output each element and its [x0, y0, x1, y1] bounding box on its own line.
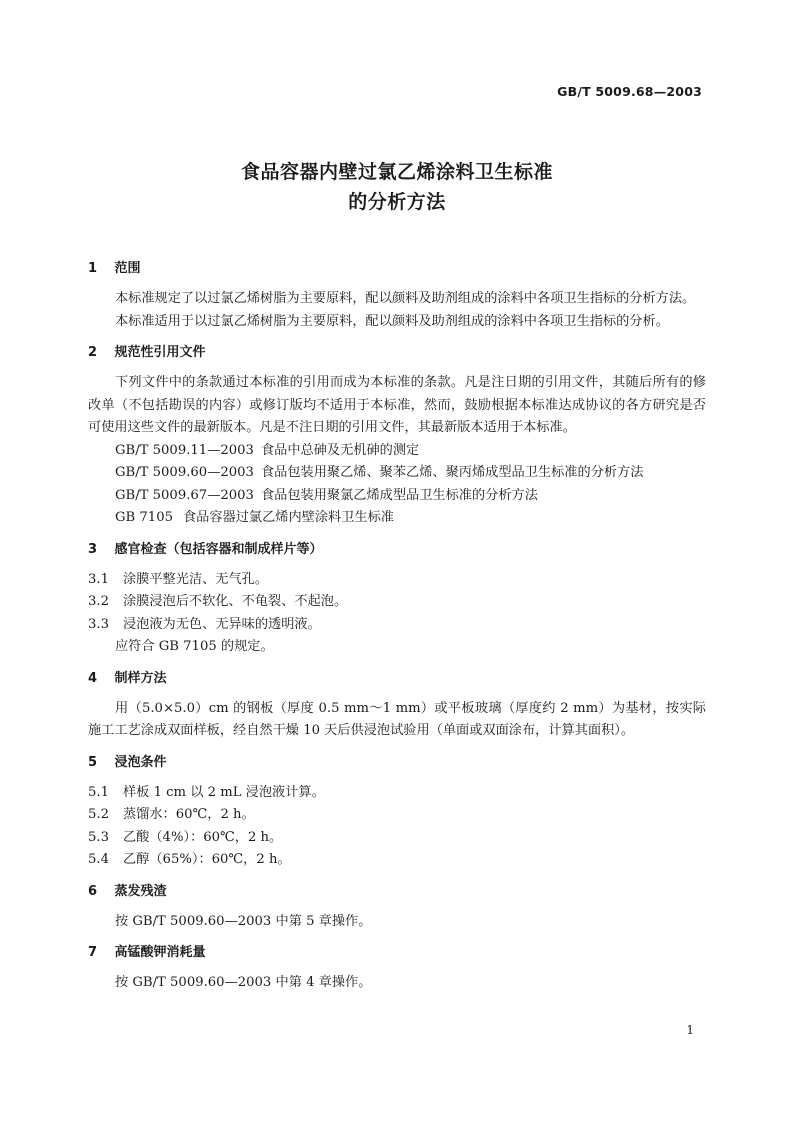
section-number: 1 — [88, 261, 98, 276]
clause-item — [88, 569, 706, 592]
clause-text: 涂膜平整光洁、无气孔。 — [123, 571, 269, 587]
document-title-line-1: 食品容器内壁过氯乙烯涂料卫生标准 — [240, 161, 553, 183]
clause-text: 样板 1 cm 以 2 mL 浸泡液计算。 — [123, 784, 325, 800]
reference-title: 食品容器过氯乙烯内壁涂料卫生标准 — [183, 510, 394, 525]
reference-title: 食品中总砷及无机砷的测定 — [261, 442, 420, 458]
section-heading-7 — [88, 942, 706, 964]
clause-item — [88, 804, 706, 827]
section-title: 高锰酸钾消耗量 — [114, 945, 206, 960]
clause-text: 浸泡液为无色、无异味的透明液。 — [123, 616, 321, 632]
reference-code: GB 7105 — [115, 510, 173, 525]
section-number: 2 — [88, 345, 98, 360]
section-heading-2 — [88, 342, 706, 364]
reference-code: GB/T 5009.60—2003 — [115, 465, 254, 480]
clause-number: 5.2 — [88, 807, 109, 822]
reference-item — [88, 507, 706, 530]
page-number: 1 — [686, 1023, 694, 1037]
clause-number: 3.3 — [88, 616, 109, 632]
clause-text: 乙醇（65%）：60℃，2 h。 — [123, 852, 291, 867]
section-heading-6 — [88, 881, 706, 903]
clause-number: 5.4 — [88, 852, 109, 867]
section-title: 范围 — [114, 261, 141, 276]
section-number: 3 — [88, 541, 98, 557]
paragraph: 本标准规定了以过氯乙烯树脂为主要原料，配以颜料及助剂组成的涂料中各项卫生指标的分析方法。 — [115, 291, 696, 306]
clause-note: 应符合 GB 7105 的规定。 — [115, 639, 274, 654]
section-title: 制样方法 — [114, 670, 167, 686]
clause-item — [88, 827, 706, 850]
clause-number: 3.2 — [88, 594, 109, 609]
reference-item — [88, 462, 706, 485]
section-number: 6 — [88, 883, 98, 899]
paragraph: 本标准适用于以过氯乙烯树脂为主要原料，配以颜料及助剂组成的涂料中各项卫生指标的分析。 — [115, 313, 669, 329]
section-heading-5 — [88, 752, 706, 774]
clause-text: 蒸馏水：60℃，2 h。 — [123, 807, 255, 822]
standard-number: GB/T 5009.68—2003 — [557, 84, 702, 99]
clause-number: 3.1 — [88, 571, 109, 587]
clause-text: 涂膜浸泡后不软化、不龟裂、不起泡。 — [123, 594, 348, 609]
paragraph: 下列文件中的条款通过本标准的引用而成为本标准的条款。凡是注日期的引用文件，其随后所有的修改单（不包括勘误的内容）或修订版均不适用于本标准，然而，鼓励根据本标准达成协议的各方研究是否可使用这些文件的最新版本。凡是不注日期的引用文件，其最新版本适用于本标准。 — [88, 375, 706, 435]
section-number: 4 — [88, 670, 98, 686]
clause-item — [88, 591, 706, 614]
clause-number: 5.1 — [88, 784, 109, 800]
reference-title: 食品包装用聚乙烯、聚苯乙烯、聚丙烯成型品卫生标准的分析方法 — [261, 465, 644, 480]
section-heading-4 — [88, 668, 706, 690]
reference-code: GB/T 5009.11—2003 — [115, 442, 254, 458]
document-body — [88, 258, 706, 995]
reference-item — [88, 485, 706, 508]
section-title: 浸泡条件 — [114, 754, 167, 770]
paragraph: 按 GB/T 5009.60—2003 中第 5 章操作。 — [115, 913, 372, 929]
section-title: 感官检查（包括容器和制成样片等） — [114, 541, 323, 557]
section-number: 7 — [88, 945, 98, 960]
clause-number: 5.3 — [88, 829, 109, 845]
reference-title: 食品包装用聚氯乙烯成型品卫生标准的分析方法 — [261, 487, 538, 503]
paragraph: 按 GB/T 5009.60—2003 中第 4 章操作。 — [115, 975, 372, 990]
clause-item — [88, 849, 706, 872]
reference-item — [88, 440, 706, 463]
section-number: 5 — [88, 754, 98, 770]
clause-text: 乙酸（4%）：60℃，2 h。 — [123, 829, 283, 845]
document-title-line-2: 的分析方法 — [348, 191, 446, 213]
section-title: 蒸发残渣 — [114, 883, 167, 899]
paragraph: 用（5.0×5.0）cm 的钢板（厚度 0.5 mm～1 mm）或平板玻璃（厚度约 2 mm）为基材，按实际施工工艺涂成双面样板，经自然干燥 10 天后供浸泡试验用（单面或双面涂布，计算其面积）。 — [88, 700, 706, 738]
section-title: 规范性引用文件 — [114, 345, 206, 360]
section-heading-1 — [88, 258, 706, 280]
section-heading-3 — [88, 539, 706, 561]
clause-item — [88, 782, 706, 805]
clause-item — [88, 614, 706, 637]
reference-code: GB/T 5009.67—2003 — [115, 487, 254, 503]
